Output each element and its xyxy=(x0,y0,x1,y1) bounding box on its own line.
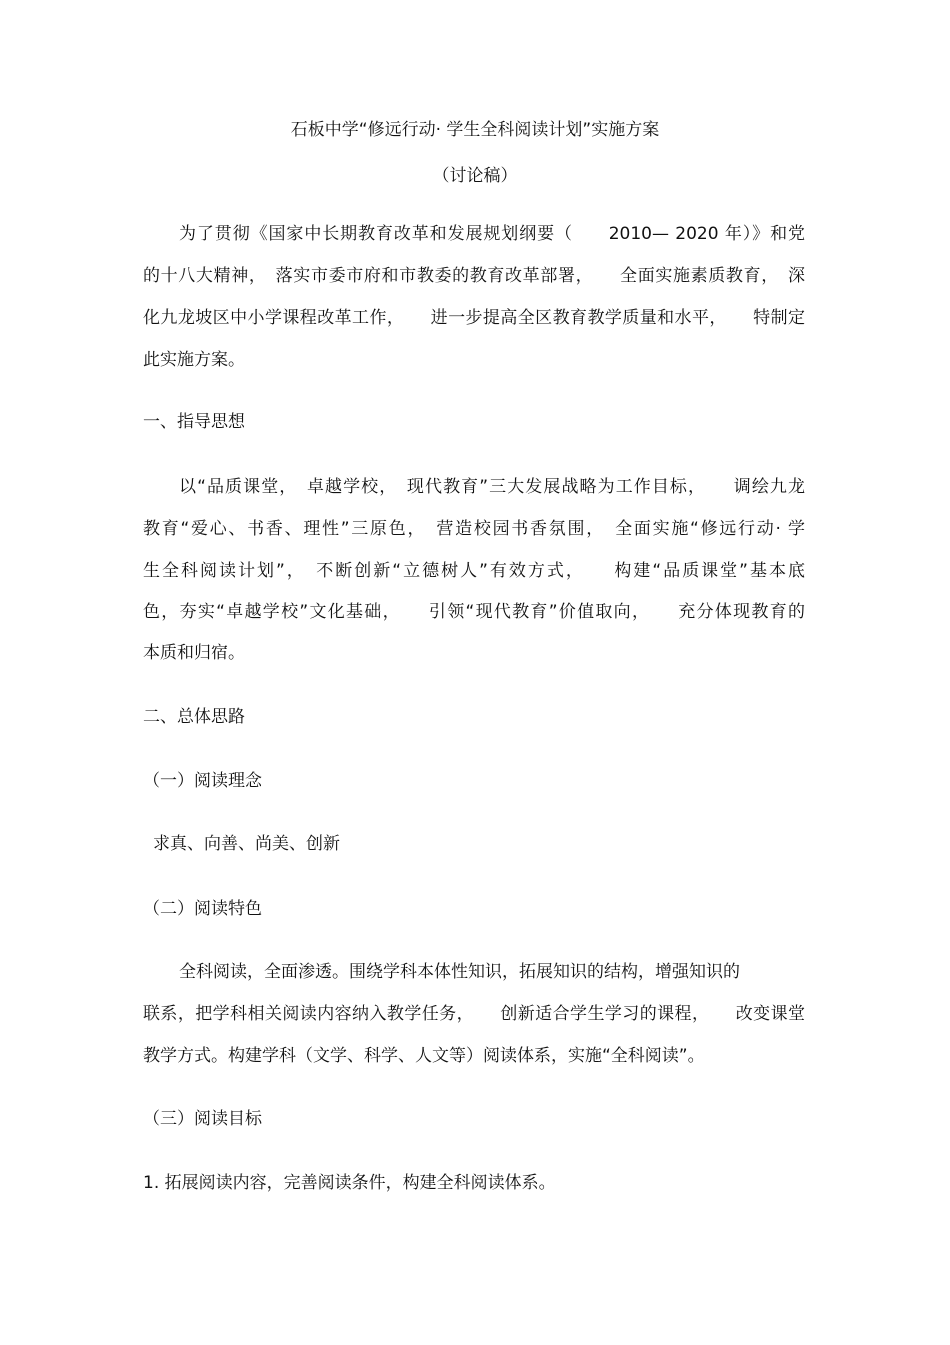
section1-line-3: 生全科阅读计划”， 不断创新“立德树人”有效方式， 构建“品质课堂”基本底 xyxy=(143,561,805,581)
intro-line-3: 化九龙坡区中小学课程改革工作， 进一步提高全区教育教学质量和水平， 特制定 xyxy=(143,308,805,328)
intro-line-4: 此实施方案。 xyxy=(143,350,245,370)
sub2-line-2: 联系，把学科相关阅读内容纳入教学任务， 创新适合学生学习的课程， 改变课堂 xyxy=(143,1004,805,1024)
document-title: 石板中学“修远行动· 学生全科阅读计划”实施方案 xyxy=(290,120,660,140)
intro-line-2: 的十八大精神， 落实市委市府和市教委的教育改革部署， 全面实施素质教育， 深 xyxy=(143,266,805,286)
sub2-line-1: 全科阅读，全面渗透。围绕学科本体性知识，拓展知识的结构，增强知识的 xyxy=(179,962,740,982)
section1-line-2: 教育“爱心、书香、理性”三原色， 营造校园书香氛围， 全面实施“修远行动· 学 xyxy=(143,519,805,539)
sub1-heading: （一）阅读理念 xyxy=(143,771,262,791)
section1-line-1: 以“品质课堂， 卓越学校， 现代教育”三大发展战略为工作目标， 调绘九龙 xyxy=(179,477,805,497)
goal-1: 1. 拓展阅读内容，完善阅读条件，构建全科阅读体系。 xyxy=(143,1173,556,1193)
section2-heading: 二、总体思路 xyxy=(143,707,245,727)
sub3-heading: （三）阅读目标 xyxy=(143,1109,262,1129)
document-subtitle: （讨论稿） xyxy=(432,166,518,186)
section1-line-4: 色，夯实“卓越学校”文化基础， 引领“现代教育”价值取向， 充分体现教育的 xyxy=(143,602,805,622)
sub1-text: 求真、向善、尚美、创新 xyxy=(153,834,340,854)
section1-line-5: 本质和归宿。 xyxy=(143,643,245,663)
sub2-heading: （二）阅读特色 xyxy=(143,899,262,919)
sub2-line-3: 教学方式。构建学科（文学、科学、人文等）阅读体系，实施“全科阅读”。 xyxy=(143,1046,705,1066)
section1-heading: 一、指导思想 xyxy=(143,412,245,432)
intro-line-1: 为了贯彻《国家中长期教育改革和发展规划纲要（ 2010— 2020 年）》和党 xyxy=(179,224,805,244)
